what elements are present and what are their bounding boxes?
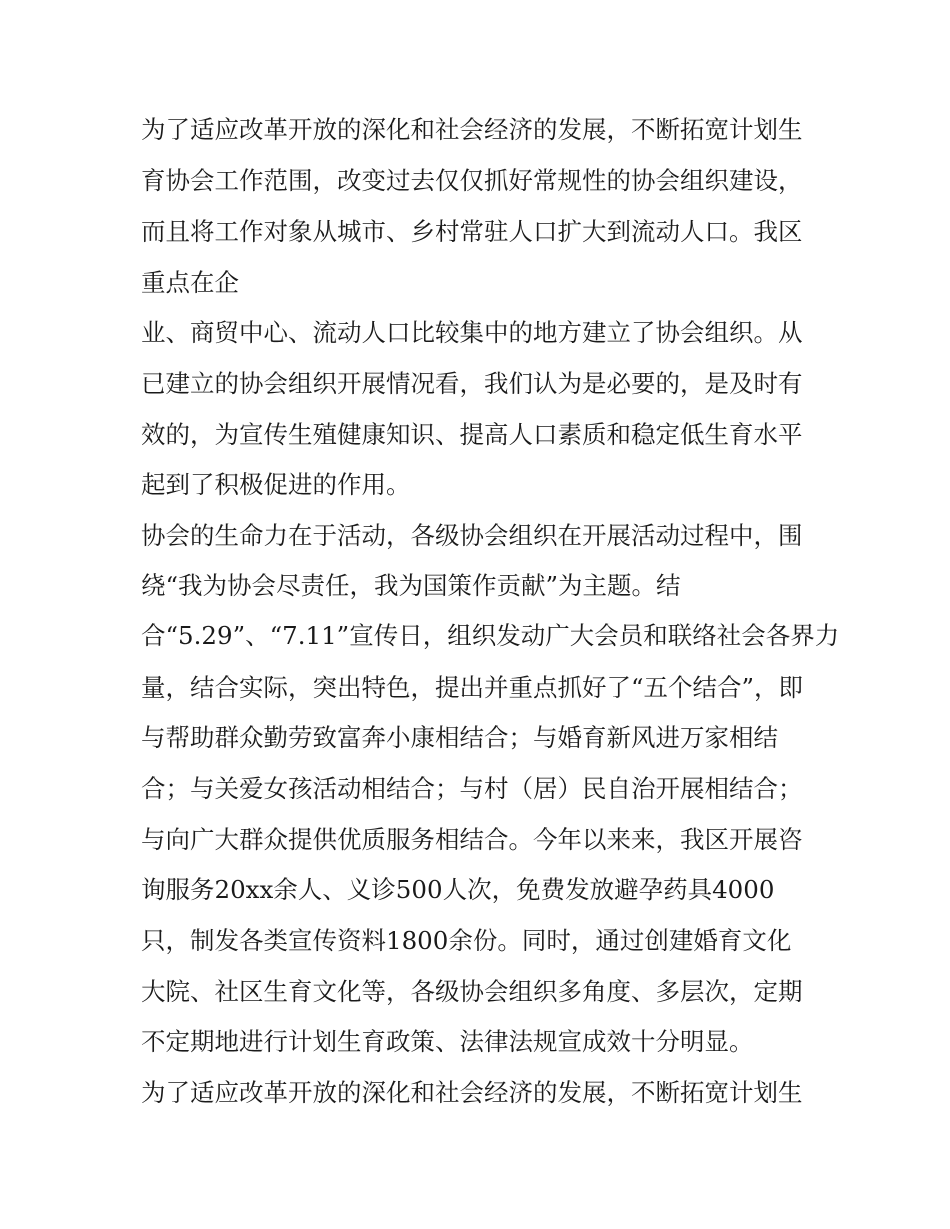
text-line: 不定期地进行计划生育政策、法律法规宣成效十分明显。 bbox=[141, 1027, 754, 1056]
text-line: 而且将工作对象从城市、乡村常驻人口扩大到流动人口。我区 bbox=[141, 217, 803, 246]
text-line: 绕“我为协会尽责任，我为国策作贡献”为主题。结 bbox=[141, 571, 681, 600]
text-line: 合“5.29”、“7.11”宣传日，组织发动广大会员和联络社会各界力 bbox=[141, 621, 840, 650]
text-line: 只，制发各类宣传资料1800余份。同时，通过创建婚育文化 bbox=[141, 926, 792, 955]
text-line: 协会的生命力在于活动，各级协会组织在开展活动过程中，围 bbox=[141, 521, 803, 550]
text-line: 已建立的协会组织开展情况看，我们认为是必要的，是及时有 bbox=[141, 369, 803, 398]
text-line: 为了适应改革开放的深化和社会经济的发展，不断拓宽计划生 bbox=[141, 115, 803, 144]
text-line: 询服务20xx余人、义诊500人次，免费发放避孕药具4000 bbox=[141, 875, 775, 904]
text-line: 起到了积极促进的作用。 bbox=[141, 470, 411, 499]
text-line: 与帮助群众勤劳致富奔小康相结合；与婚育新风进万家相结 bbox=[141, 723, 778, 752]
text-line: 为了适应改革开放的深化和社会经济的发展，不断拓宽计划生 bbox=[141, 1078, 803, 1107]
text-line: 业、商贸中心、流动人口比较集中的地方建立了协会组织。从 bbox=[141, 318, 803, 347]
text-line: 量，结合实际，突出特色，提出并重点抓好了“五个结合”，即 bbox=[141, 673, 804, 702]
text-line: 合；与关爱女孩活动相结合；与村（居）民自治开展相结合； bbox=[141, 774, 803, 803]
text-line: 育协会工作范围，改变过去仅仅抓好常规性的协会组织建设， bbox=[141, 166, 803, 195]
text-line: 效的，为宣传生殖健康知识、提高人口素质和稳定低生育水平 bbox=[141, 420, 803, 449]
text-line: 与向广大群众提供优质服务相结合。今年以来来，我区开展咨 bbox=[141, 825, 803, 854]
text-line: 重点在企 bbox=[141, 268, 239, 297]
text-line: 大院、社区生育文化等，各级协会组织多角度、多层次，定期 bbox=[141, 977, 803, 1006]
